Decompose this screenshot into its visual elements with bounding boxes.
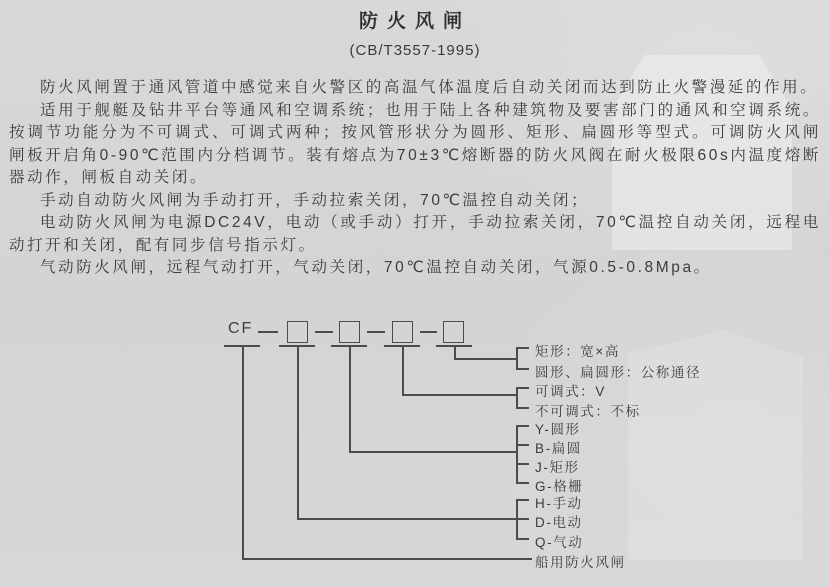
body-text	[9, 77, 821, 280]
label-shape-g: G-格栅	[535, 479, 584, 494]
label-drive-q: Q-气动	[535, 535, 584, 550]
paragraph-manual: 手动自动防火风闸为手动打开，手动拉索关闭，70℃温控自动关闭；	[40, 191, 590, 209]
paragraph-overview: 防火风闸置于通风管道中感觉来自火警区的高温气体温度后自动关闭而达到防止火警漫延的作用。	[40, 79, 819, 96]
code-box-size	[443, 321, 464, 343]
label-drive-d: D-电动	[535, 515, 583, 530]
tick-label	[516, 368, 529, 370]
paragraph-pneumatic: 气动防火风闸，远程气动打开，气动关闭，70℃温控自动关闭，气源0.5-0.8Mpa。	[40, 259, 712, 276]
leader-cf	[242, 345, 244, 559]
connector-cf	[242, 558, 532, 560]
tick-label	[516, 425, 529, 427]
paragraph-electric: 电动防火风闸为电源DC24V，电动（或手动）打开，手动拉索关闭，70℃温控自动关闭，远程电动打开和关闭，配有同步信号指示灯。	[9, 214, 821, 254]
leader-box1	[297, 345, 299, 519]
leader-box2	[349, 345, 351, 452]
code-box-drive	[287, 321, 308, 343]
code-dash	[420, 331, 437, 333]
page-title: 防火风闸	[358, 11, 471, 32]
code-dash	[367, 331, 385, 333]
tick-label	[516, 387, 529, 389]
tick-label	[516, 538, 529, 540]
model-prefix: CF	[228, 320, 254, 337]
leader-box3	[402, 345, 404, 395]
bracket-size	[516, 347, 518, 369]
paragraph-application: 适用于舰艇及钻井平台等通风和空调系统；也用于陆上各种建筑物及要害部门的通风和空调系统。按调节功能分为不可调式、可调式两种；按风管形状分为圆形、矩形、扁圆形等型式。可调防火风闸闸板开启角0-90℃范围内分档调节。装有熔点为70±3℃熔断器的防火风阀在耐火极限60s内温度熔断器动作，闸板自动关闭。	[9, 101, 821, 186]
code-dash	[258, 331, 278, 333]
tick-label	[516, 518, 529, 520]
tick-label	[516, 463, 529, 465]
standard-number: (CB/T3557-1995)	[349, 42, 481, 59]
tick-label	[516, 407, 529, 409]
label-shape-b: B-扁圆	[535, 441, 582, 456]
connector-box3	[402, 394, 517, 396]
connector-box1	[297, 518, 517, 520]
label-adjustable: 可调式：V	[535, 384, 607, 399]
tick-label	[516, 444, 529, 446]
tick-label	[516, 347, 529, 349]
leader-box4	[454, 345, 456, 359]
label-shape-y: Y-圆形	[535, 422, 581, 437]
code-dash	[315, 331, 333, 333]
title-block	[0, 6, 830, 59]
bracket-shape	[516, 425, 518, 483]
label-round-size: 圆形、扁圆形：公称通径	[535, 365, 702, 380]
bracket-adjust	[516, 387, 518, 408]
connector-box4	[454, 358, 517, 360]
label-shape-j: J-矩形	[535, 460, 580, 475]
label-drive-h: H-手动	[535, 496, 583, 511]
tick-label	[516, 482, 529, 484]
code-box-shape	[339, 321, 360, 343]
label-non-adjustable: 不可调式：不标	[535, 404, 641, 419]
label-rect-size: 矩形：宽×高	[535, 344, 620, 359]
tick-label	[516, 499, 529, 501]
label-cf-meaning: 船用防火风闸	[535, 555, 626, 570]
code-box-adjust	[392, 321, 413, 343]
connector-box2	[349, 451, 517, 453]
